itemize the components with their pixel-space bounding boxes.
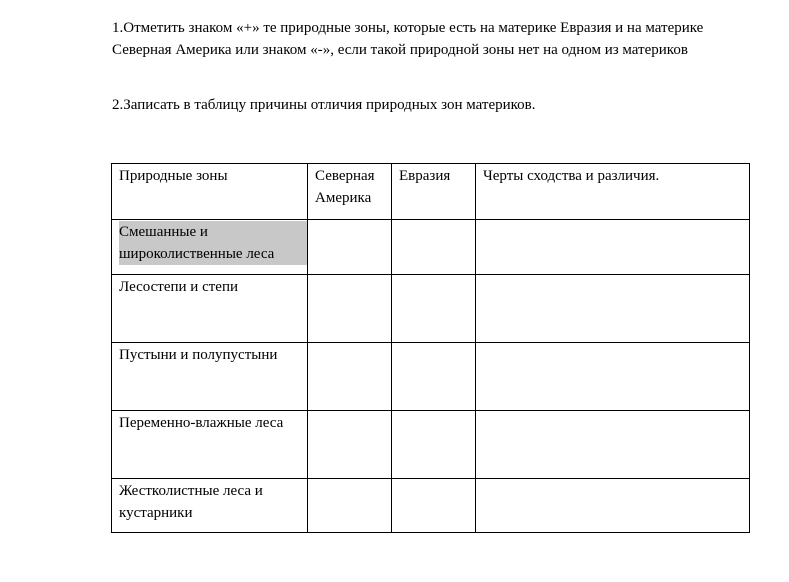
- features-cell[interactable]: [476, 411, 750, 479]
- north-america-cell[interactable]: [308, 275, 392, 343]
- eurasia-cell[interactable]: [392, 411, 476, 479]
- north-america-cell[interactable]: [308, 479, 392, 533]
- header-cell-eurasia: [392, 164, 476, 220]
- header-eurasia: Евразия: [399, 168, 451, 184]
- zone-cell: [112, 479, 308, 533]
- table-header-row: [112, 164, 750, 220]
- eurasia-cell[interactable]: [392, 479, 476, 533]
- header-cell-features: [476, 164, 750, 220]
- zone-label: Переменно-влажные леса: [119, 415, 284, 431]
- zone-label: Пустыни и полупустыни: [119, 347, 278, 363]
- zone-cell: [112, 275, 308, 343]
- eurasia-cell[interactable]: [392, 343, 476, 411]
- table-row: [112, 479, 750, 533]
- instruction-1: 1.Отметить знаком «+» те природные зоны, которые есть на материке Евразия и на материке Северная Америка или знаком «-», если такой природной зоны нет на одном из материков: [112, 20, 704, 58]
- eurasia-cell[interactable]: [392, 220, 476, 275]
- zone-label: Смешанные и широколиственные леса: [119, 221, 307, 265]
- zone-cell: [112, 220, 308, 275]
- natural-zones-table: [111, 163, 750, 533]
- header-cell-north-america: [308, 164, 392, 220]
- instruction-2: 2.Записать в таблицу причины отличия природных зон материков.: [112, 97, 536, 113]
- features-cell[interactable]: [476, 479, 750, 533]
- table-row: [112, 275, 750, 343]
- table-row: [112, 411, 750, 479]
- north-america-cell[interactable]: [308, 411, 392, 479]
- zone-label: Жестколистные леса и кустарники: [119, 483, 263, 521]
- zone-cell: [112, 411, 308, 479]
- zone-cell: [112, 343, 308, 411]
- features-cell[interactable]: [476, 275, 750, 343]
- header-north-america: Северная Америка: [315, 168, 375, 206]
- header-zones: Природные зоны: [119, 168, 228, 184]
- table-row: [112, 343, 750, 411]
- header-cell-zones: [112, 164, 308, 220]
- north-america-cell[interactable]: [308, 343, 392, 411]
- features-cell[interactable]: [476, 343, 750, 411]
- eurasia-cell[interactable]: [392, 275, 476, 343]
- table-row: [112, 220, 750, 275]
- header-features: Черты сходства и различия.: [483, 168, 660, 184]
- features-cell[interactable]: [476, 220, 750, 275]
- zone-label: Лесостепи и степи: [119, 279, 239, 295]
- north-america-cell[interactable]: [308, 220, 392, 275]
